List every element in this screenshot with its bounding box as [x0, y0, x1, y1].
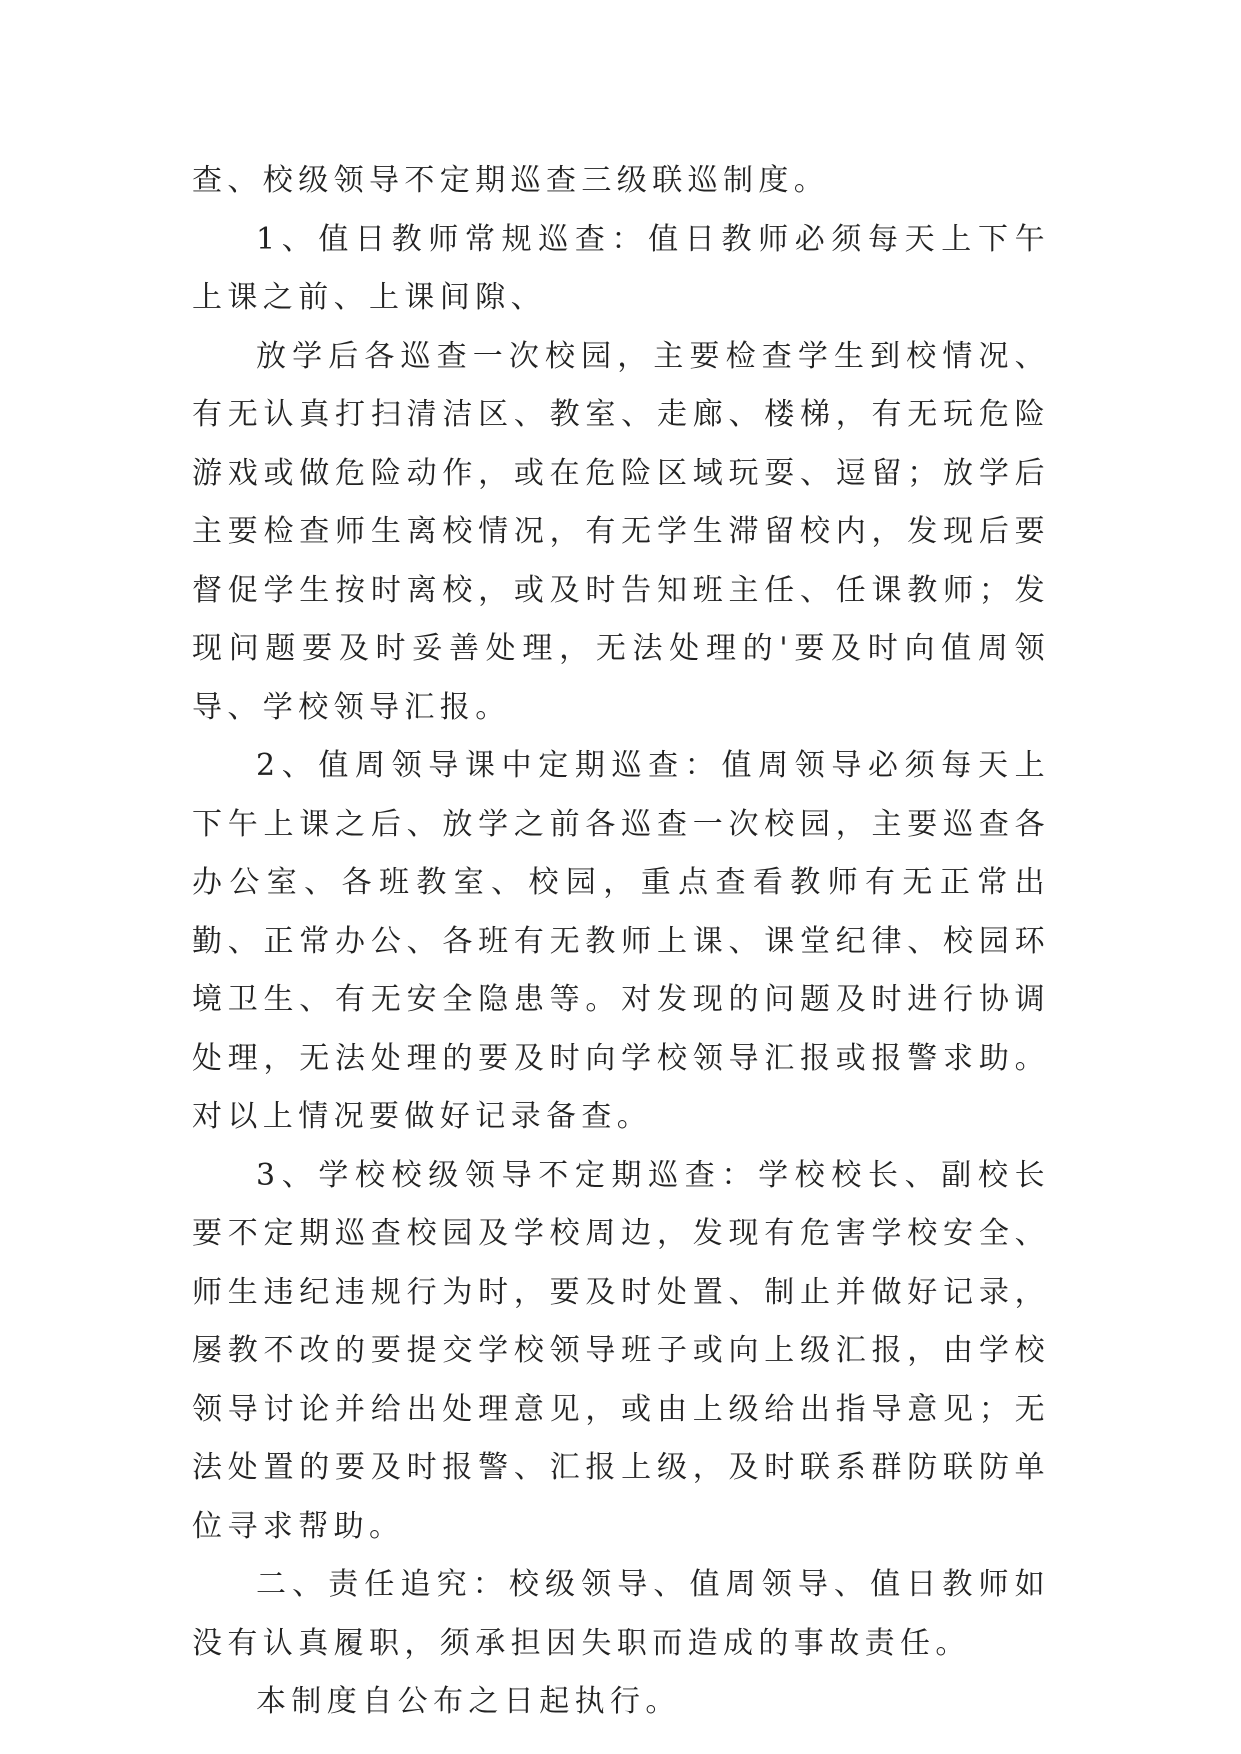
paragraph-weekly-leader-patrol: 2、值周领导课中定期巡查：值周领导必须每天上下午上课之后、放学之前各巡查一次校园，主要巡查各办公室、各班教室、校园，重点查看教师有无正常出勤、正常办公、各班有无教师上课、课堂纪律、校园环境卫生、有无安全隐患等。对发现的问题及时进行协调处理，无法处理的要及时向学校领导汇报或报警求助。对以上情况要做好记录备查。 — [192, 748, 1050, 1134]
document-body — [192, 152, 1050, 1732]
paragraph-patrol-system-tail: 查、校级领导不定期巡查三级联巡制度。 — [192, 163, 830, 198]
paragraph-accountability: 二、责任追究：校级领导、值周领导、值日教师如没有认真履职，须承担因失职而造成的事故责任。 — [192, 1567, 1050, 1661]
paragraph-after-school-check: 放学后各巡查一次校园，主要检查学生到校情况、有无认真打扫清洁区、教室、走廊、楼梯，有无玩危险游戏或做危险动作，或在危险区域玩耍、逗留；放学后主要检查师生离校情况，有无学生滞留校内，发现后要督促学生按时离校，或及时告知班主任、任课教师；发现问题要及时妥善处理，无法处理的'要及时向值周领导、学校领导汇报。 — [192, 338, 1050, 725]
paragraph-effective-date: 本制度自公布之日起执行。 — [256, 1684, 681, 1719]
paragraph-duty-teacher-patrol: 1、值日教师常规巡查：值日教师必须每天上下午上课之前、上课间隙、 — [192, 221, 1050, 315]
paragraph-school-leader-patrol: 3、学校校级领导不定期巡查：学校校长、副校长要不定期巡查校园及学校周边，发现有危害学校安全、师生违纪违规行为时，要及时处置、制止并做好记录，屡教不改的要提交学校领导班子或向上级汇报，由学校领导讨论并给出处理意见，或由上级给出指导意见；无法处置的要及时报警、汇报上级，及时联系群防联防单位寻求帮助。 — [192, 1157, 1050, 1544]
